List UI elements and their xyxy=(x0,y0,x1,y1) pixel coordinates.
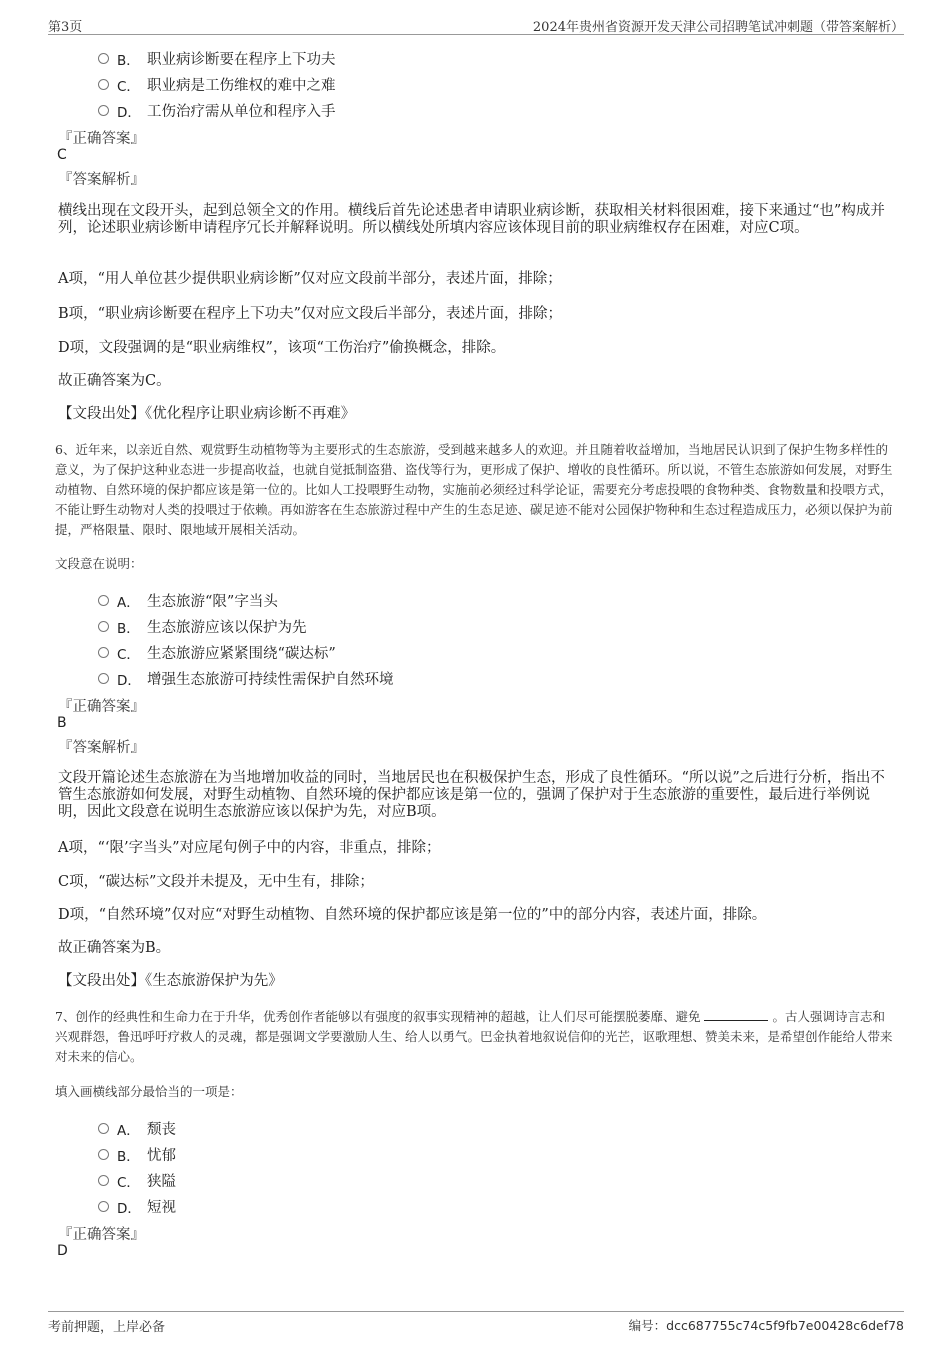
q6-option-b[interactable]: B． 生态旅游应该以保护为先 xyxy=(98,616,307,637)
q6-conclusion: 故正确答案为B。 xyxy=(58,940,171,956)
q6-analysis-label: 『答案解析』 xyxy=(58,740,145,756)
radio-icon[interactable] xyxy=(98,1201,109,1212)
q5-analysis-b: B项，“职业病诊断要在程序上下功夫”仅对应文段后半部分，表述片面，排除； xyxy=(58,306,562,322)
q6-option-c[interactable]: C． 生态旅游应紧紧围绕“碳达标” xyxy=(98,642,336,663)
q7-question-text: 7、创作的经典性和生命力在于升华，优秀创作者能够以有强度的叙事实现精神的超越，让人们尽可能摆脱萎靡、避免 。古人强调诗言志和兴观群怨，鲁迅呼吁疗救人的灵魂，都是强调文学要激励人生、给人以勇气。巴金执着地叙说信仰的光芒，讴歌理想、赞美未来，是希望创作能给人带来对未来的信心。 xyxy=(55,1009,893,1064)
q6-analysis-d: D项，“自然环境”仅对应“对野生动植物、自然环境的保护都应该是第一位的”中的部分内容，表述片面，排除。 xyxy=(58,907,767,923)
q7-option-a[interactable]: A． 颓丧 xyxy=(98,1118,176,1139)
q5-option-d[interactable]: D． 工伤治疗需从单位和程序入手 xyxy=(98,100,336,121)
q5-analysis-a: A项，“用人单位甚少提供职业病诊断”仅对应文段前半部分，表述片面，排除； xyxy=(58,271,562,287)
radio-icon[interactable] xyxy=(98,673,109,684)
radio-icon[interactable] xyxy=(98,647,109,658)
page-number: 第3页 xyxy=(48,20,83,35)
q7-option-b[interactable]: B． 忧郁 xyxy=(98,1144,176,1165)
q6-analysis-a: A项，“‘限’字当头”对应尾句例子中的内容，非重点，排除； xyxy=(58,840,441,856)
q5-analysis-main: 横线出现在文段开头，起到总领全文的作用。横线后首先论述患者申请职业病诊断，获取相关材料很困难，接下来通过“也”构成并列，论述职业病诊断申请程序冗长并解释说明。所以横线处所填内容应该体现目前的职业病维权存在困难，对应C项。 xyxy=(58,203,885,236)
document-title: 2024年贵州省资源开发天津公司招聘笔试冲刺题（带答案解析） xyxy=(532,20,904,35)
q7-answer: D xyxy=(57,1243,68,1259)
radio-icon[interactable] xyxy=(98,79,109,90)
radio-icon[interactable] xyxy=(98,105,109,116)
q6-source: 【文段出处】《生态旅游保护为先》 xyxy=(58,973,283,989)
fill-blank xyxy=(704,1008,768,1021)
q6-option-d[interactable]: D． 增强生态旅游可持续性需保护自然环境 xyxy=(98,668,394,689)
q5-answer: C xyxy=(57,147,67,163)
q7-option-d[interactable]: D． 短视 xyxy=(98,1196,176,1217)
q7-option-c[interactable]: C． 狭隘 xyxy=(98,1170,176,1191)
radio-icon[interactable] xyxy=(98,1175,109,1186)
q7-prompt: 填入画横线部分最恰当的一项是： xyxy=(55,1084,243,1099)
document-code: 编号：dcc687755c74c5f9fb7e00428c6def78 xyxy=(628,1318,904,1333)
q5-conclusion: 故正确答案为C。 xyxy=(58,373,171,389)
page-header xyxy=(48,14,904,35)
radio-icon[interactable] xyxy=(98,53,109,64)
q5-source: 【文段出处】《优化程序让职业病诊断不再难》 xyxy=(58,406,356,422)
q5-answer-label: 『正确答案』 xyxy=(58,131,145,147)
radio-icon[interactable] xyxy=(98,1149,109,1160)
radio-icon[interactable] xyxy=(98,621,109,632)
q6-prompt: 文段意在说明： xyxy=(55,556,143,571)
footer-slogan: 考前押题，上岸必备 xyxy=(48,1320,166,1335)
q5-option-c[interactable]: C． 职业病是工伤维权的难中之难 xyxy=(98,74,336,95)
q6-answer: B xyxy=(57,715,67,731)
q6-option-a[interactable]: A． 生态旅游“限”字当头 xyxy=(98,590,278,611)
q7-answer-label: 『正确答案』 xyxy=(58,1227,145,1243)
q6-analysis-main: 文段开篇论述生态旅游在为当地增加收益的同时，当地居民也在积极保护生态，形成了良性循环。“所以说”之后进行分析，指出不管生态旅游如何发展，对野生动植物、自然环境的保护都应该是第一位的，强调了保护对于生态旅游的重要性，最后进行举例说明，因此文段意在说明生态旅游应该以保护为先，对应B项。 xyxy=(58,770,885,820)
q6-question-text: 6、近年来，以亲近自然、观赏野生动植物等为主要形式的生态旅游，受到越来越多人的欢迎。并且随着收益增加，当地居民认识到了保护生物多样性的意义，为了保护这种业态进一步提高收益，也就自觉抵制盗猎、盗伐等行为，更形成了保护、增收的良性循环。所以说，不管生态旅游如何发展，对野生动植物、自然环境的保护都应该是第一位的。比如人工投喂野生动物，实施前必须经过科学论证，需要充分考虑投喂的食物种类、食物数量和投喂方式，不能让野生动物对人类的投喂过于依赖。再如游客在生态旅游过程中产生的生态足迹、碳足迹不能对公园保护物种和生态过程造成压力，必须以保护为前提，严格限量、限时、限地域开展相关活动。 xyxy=(55,442,893,537)
radio-icon[interactable] xyxy=(98,1123,109,1134)
q5-analysis-label: 『答案解析』 xyxy=(58,172,145,188)
q5-analysis-d: D项，文段强调的是“职业病维权”，该项“工伤治疗”偷换概念，排除。 xyxy=(58,340,506,356)
q5-option-b[interactable]: B． 职业病诊断要在程序上下功夫 xyxy=(98,48,336,69)
radio-icon[interactable] xyxy=(98,595,109,606)
page-footer xyxy=(48,1311,904,1334)
q6-analysis-c: C项，“碳达标”文段并未提及，无中生有，排除； xyxy=(58,874,374,890)
q6-answer-label: 『正确答案』 xyxy=(58,699,145,715)
